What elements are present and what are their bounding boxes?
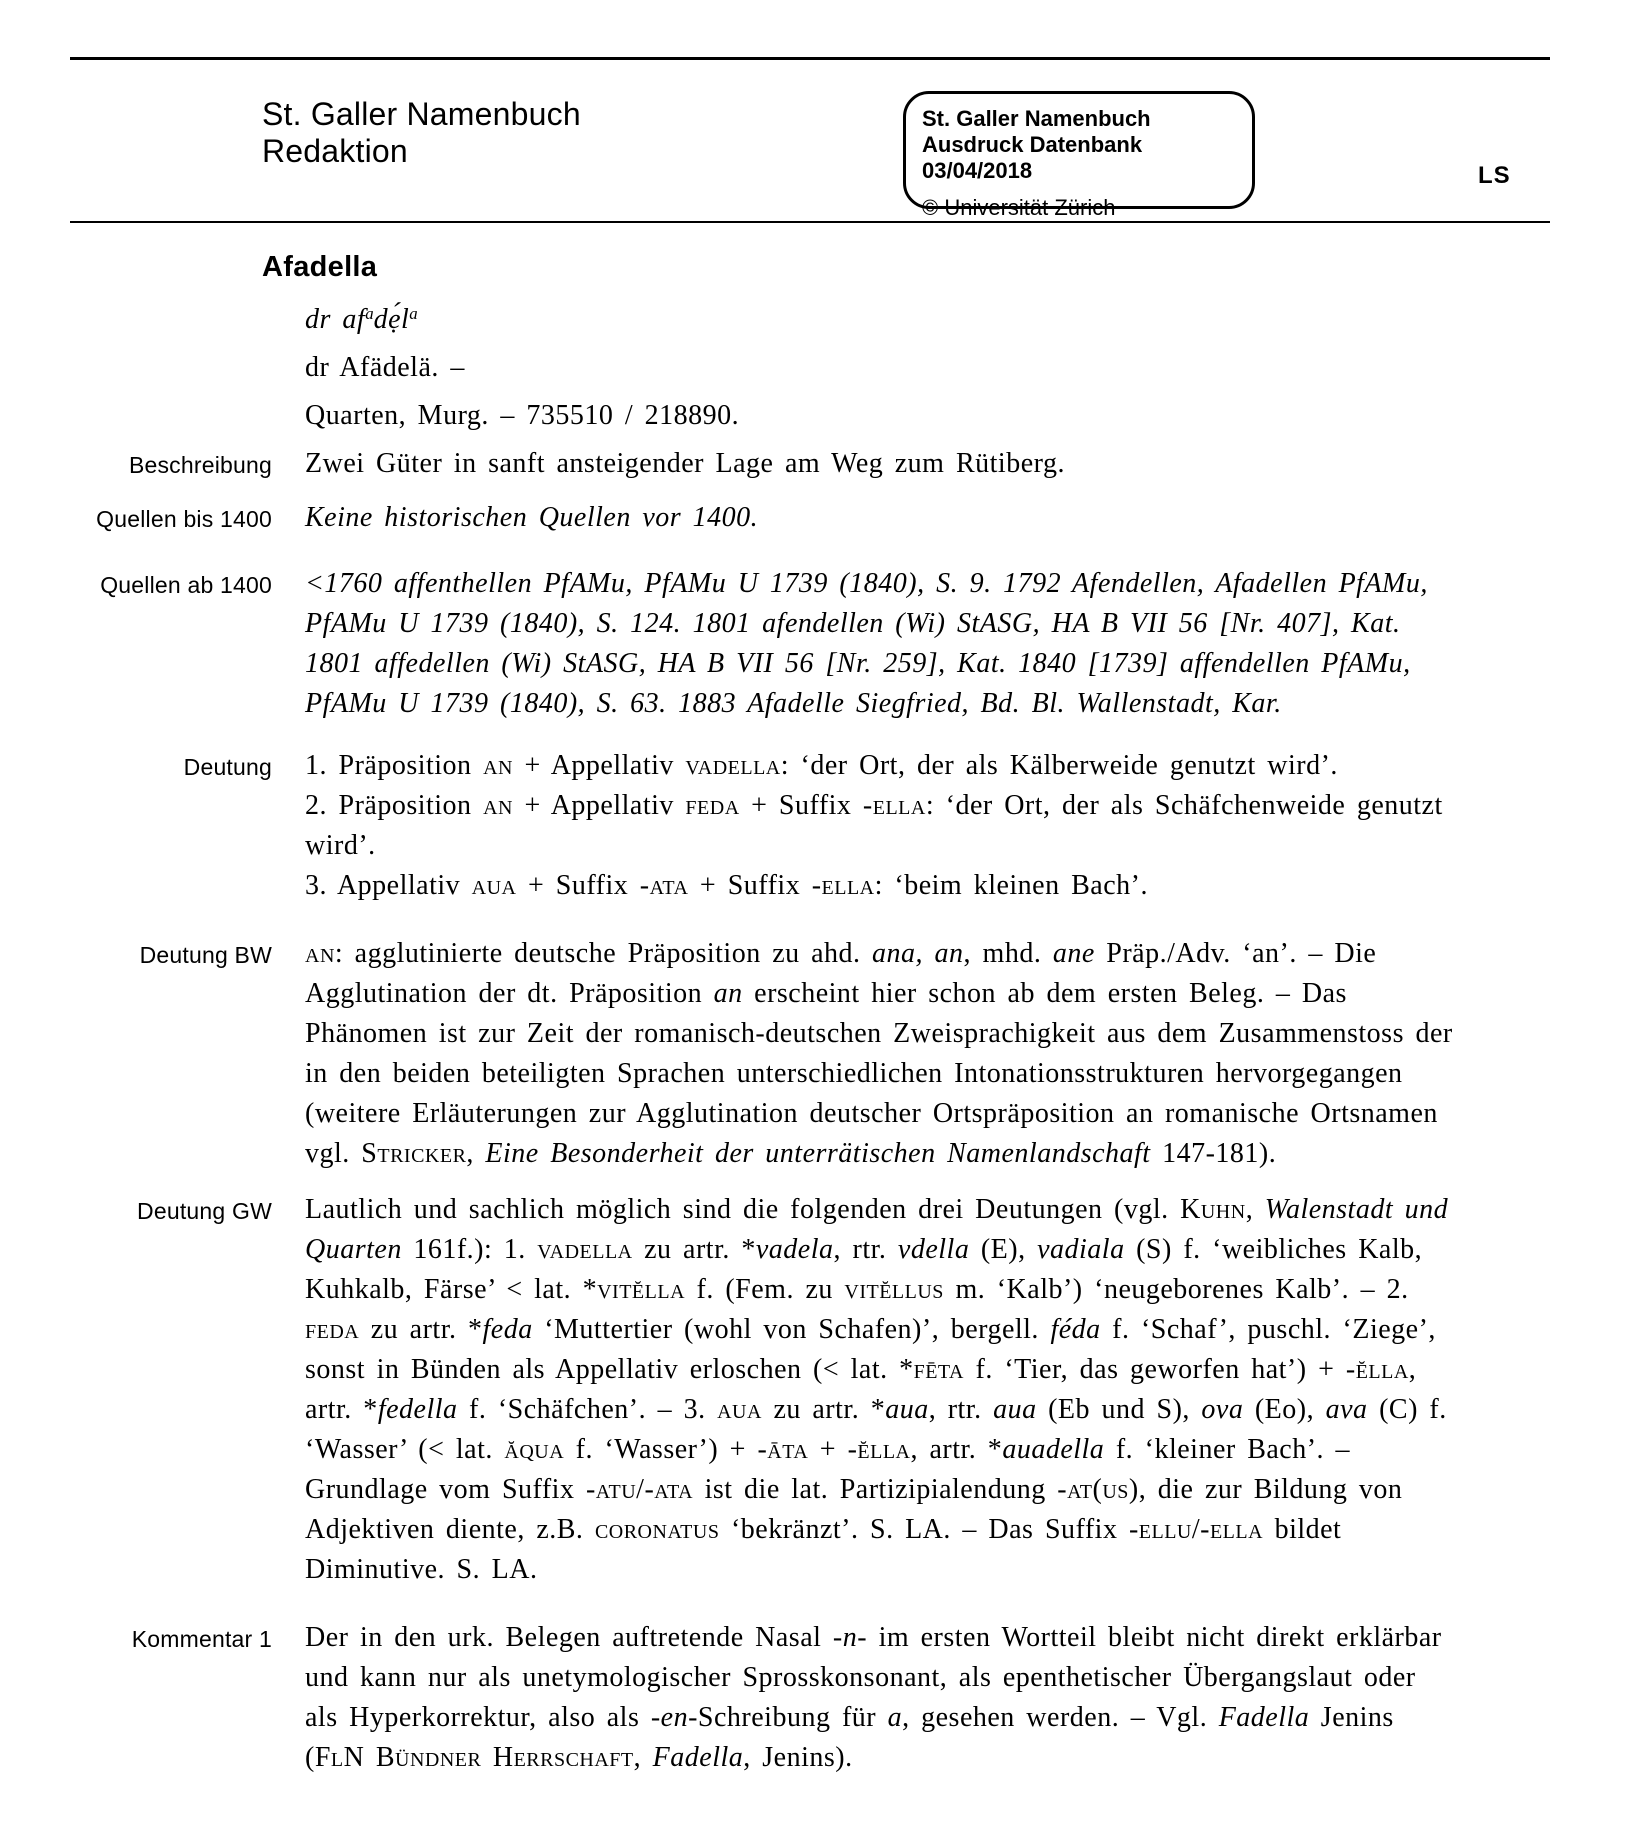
text-segment: an (305, 938, 335, 970)
text-segment: <1760 affenthellen PfAMu, PfAMu U 1739 (1840), S. 9. 1792 Afendellen, Afadellen PfAMu, PfAMu U 1739 (1840), S. 124. 1801 afendellen (Wi) StASG, HA B VII 56 [Nr. 407], Kat. 1801 affedellen (Wi) StASG, HA B VII 56 [Nr. 259], Kat. 1840 [1739] affendellen PfAMu, PfAMu U 1739 (1840), S. 63. 1883 Afadelle Siegfried, Bd. Bl. Wallenstadt, Kar. (305, 568, 1428, 720)
text-segment: , artr. * (910, 1434, 1003, 1466)
entry-lemma: Afadella (262, 251, 378, 283)
text-segment: , (633, 1742, 653, 1774)
text-segment: Der in den urk. Belegen auftretende Nasal - (305, 1622, 843, 1654)
text-segment: + Suffix - (688, 870, 822, 902)
text-segment: Jenins ( (305, 1702, 1394, 1774)
text-segment: coronatus (594, 1514, 720, 1546)
section-label: Deutung GW (137, 1198, 272, 1225)
text-segment: - im ersten Wortteil bleibt nicht direkt erklärbar und kann nur als unetymologischer Sprosskonsonant, als epenthetischer Übergangslaut oder als Hyperkorrektur, also als - (305, 1622, 1442, 1734)
text-segment: aua (993, 1394, 1037, 1426)
text-segment: vadella (537, 1234, 633, 1266)
text-segment: erscheint hier schon ab dem ersten Beleg. – Das Phänomen ist zur Zeit der romanisch-deutschen Zweisprachigkeit aus dem Zusammenstoss der in den beiden beteiligten Sprachen unterschiedlichen Intonationsstrukturen hervorgegangen (weitere Erläuterungen zur Agglutination deutscher Ortspräposition an romanische Ortsnamen vgl. (305, 978, 1453, 1170)
stamp-box (903, 91, 1255, 220)
section-deutung-bw (0, 934, 1652, 1174)
text-segment: aua (885, 1394, 929, 1426)
text-segment: f. ‘Schaf’, puschl. ‘Ziege’, sonst in Bünden als Appellativ erloschen (< lat. * (305, 1314, 1436, 1386)
text-segment: Stricker (361, 1138, 467, 1170)
section-deutung-gw (0, 1190, 1652, 1590)
text-segment: f. ‘Schäfchen’. – 3. (457, 1394, 718, 1426)
text-segment: vadella (685, 750, 781, 782)
text-segment: ellu (1138, 1514, 1192, 1546)
text-segment: an (713, 978, 743, 1010)
redaction-line2: Redaktion (262, 133, 408, 169)
text-segment: + Suffix - (516, 870, 650, 902)
text-segment: vadela (755, 1234, 834, 1266)
text-segment: ata (654, 1474, 694, 1506)
text-segment: Kuhn (1180, 1194, 1246, 1226)
text-segment: (Eo), (1243, 1394, 1326, 1426)
section-label: Deutung BW (139, 942, 272, 969)
text-segment: bildet Diminutive. S. LA. (305, 1514, 1342, 1586)
text-segment: vitĕlla (597, 1274, 686, 1306)
text-segment: Lautlich und sachlich möglich sind die folgenden drei Deutungen (vgl. (305, 1194, 1181, 1226)
text-segment: 147-181). (1150, 1138, 1277, 1170)
phonetic-line (305, 290, 1652, 344)
section-kommentar-1 (0, 1618, 1652, 1778)
text-segment: ĕlla (1355, 1354, 1409, 1386)
text-segment: (S) f. ‘weibliches Kalb, Kuhkalb, Färse’ < lat. * (305, 1234, 1423, 1306)
text-segment: ata (649, 870, 689, 902)
text-segment: āta (767, 1434, 809, 1466)
text-segment: Präp./Adv. ‘an’. – Die Agglutination der dt. Präposition (305, 938, 1377, 1010)
text-segment: 1. Präposition (305, 750, 484, 782)
text-segment: -Schreibung für (688, 1702, 888, 1734)
text-segment: : ‘der Ort, der als Schäfchenweide genutzt wird’. (305, 790, 1443, 862)
redaction-address (262, 96, 581, 170)
text-segment: auadella (1002, 1434, 1105, 1466)
top-rule (70, 57, 1550, 60)
text-segment: /- (1191, 1514, 1210, 1546)
text-segment: fedella (377, 1394, 458, 1426)
text-segment: 2. Präposition (305, 790, 484, 822)
stamp-printout-date: Ausdruck Datenbank 03/04/2018 (922, 132, 1143, 183)
text-segment: aua (717, 1394, 762, 1426)
section-content (305, 444, 1455, 484)
entry (0, 222, 1652, 1778)
paragraph (305, 564, 1455, 724)
stamp-copyright: © Universität Zürich (922, 195, 1116, 220)
text-segment: at(us) (1067, 1474, 1139, 1506)
text-segment: zu artr. * (359, 1314, 483, 1346)
text-segment: , die zur Bildung von Adjektiven diente, z.B. (305, 1474, 1403, 1546)
text-segment: , mhd. (963, 938, 1053, 970)
entry-sections (0, 444, 1652, 1778)
section-label: Quellen bis 1400 (96, 506, 272, 533)
text-segment: ava (1325, 1394, 1368, 1426)
text-segment: ana, an (872, 938, 964, 970)
text-segment: f. ‘Tier, das geworfen hat’) + - (964, 1354, 1356, 1386)
stamp-title: St. Galler Namenbuch (922, 106, 1151, 131)
text-segment: : ‘der Ort, der als Kälberweide genutzt wird’. (780, 750, 1338, 782)
text-segment: 161f.): 1. (401, 1234, 538, 1266)
text-segment: , (1245, 1194, 1265, 1226)
section-beschreibung (0, 444, 1652, 484)
text-segment: (Eb und S), (1036, 1394, 1202, 1426)
section-content (305, 746, 1455, 906)
text-segment: Fadella (652, 1742, 744, 1774)
paragraph (305, 746, 1455, 786)
text-segment: féda (1050, 1314, 1101, 1346)
text-segment: aua (471, 870, 517, 902)
text-segment: en (660, 1702, 689, 1734)
text-segment: an (483, 790, 513, 822)
section-quellen-bis-1400 (0, 498, 1652, 538)
section-content (305, 498, 1455, 538)
section-deutung (0, 746, 1652, 906)
text-segment: Eine Besonderheit der unterrätischen Namenlandschaft (485, 1138, 1151, 1170)
section-label: Quellen ab 1400 (100, 572, 272, 599)
section-content (305, 1618, 1455, 1778)
text-segment: ella (872, 790, 926, 822)
text-segment: Keine historischen Quellen vor 1400. (305, 502, 759, 534)
text-segment: ella (1209, 1514, 1264, 1546)
text-segment: , rtr. (833, 1234, 898, 1266)
text-segment: vitĕllus (844, 1274, 944, 1306)
text-segment: ăqua (504, 1434, 565, 1466)
dialect-line (305, 344, 1652, 392)
paragraph (305, 786, 1455, 866)
text-segment: zu artr. * (761, 1394, 886, 1426)
paragraph (305, 934, 1455, 1174)
text-segment: ‘bekränzt’. S. LA. – Das Suffix - (719, 1514, 1139, 1546)
paragraph (305, 498, 1455, 538)
text-segment: feda (482, 1314, 533, 1346)
text-segment: an (483, 750, 513, 782)
text-segment: fēta (913, 1354, 964, 1386)
text-segment: : ‘beim kleinen Bach’. (874, 870, 1148, 902)
text-segment: ĕlla (857, 1434, 911, 1466)
text-segment: dr af (305, 304, 366, 336)
section-content (305, 934, 1455, 1174)
text-segment: vdella (897, 1234, 970, 1266)
paragraph (305, 1618, 1455, 1778)
text-segment: + Suffix - (739, 790, 873, 822)
text-segment: feda (685, 790, 740, 822)
section-label: Kommentar 1 (131, 1626, 272, 1653)
text-segment: + Appellativ (512, 750, 686, 782)
text-segment: a (409, 304, 418, 323)
text-segment: atu (595, 1474, 637, 1506)
text-segment: + Appellativ (512, 790, 686, 822)
section-label: Deutung (183, 754, 272, 781)
text-segment: (C) f. ‘Wasser’ (< lat. (305, 1394, 1447, 1466)
text-segment: Walenstadt und Quarten (305, 1194, 1449, 1266)
text-segment: ‘Muttertier (wohl von Schafen)’, bergell. (532, 1314, 1051, 1346)
editor-initials: LS (1478, 162, 1511, 189)
text-segment: Quarten, Murg. – 735510 / 218890. (305, 400, 740, 432)
text-segment: , (466, 1138, 486, 1170)
text-segment: FlN Bündner Herrschaft (314, 1742, 634, 1774)
text-segment: zu artr. * (632, 1234, 756, 1266)
text-segment: + - (808, 1434, 858, 1466)
section-content (305, 564, 1455, 724)
section-content (305, 1190, 1455, 1590)
section-label: Beschreibung (128, 452, 272, 479)
text-segment: dr Afädelä. – (305, 352, 465, 384)
text-segment: , rtr. (928, 1394, 994, 1426)
redaction-line1: St. Galler Namenbuch (262, 96, 581, 132)
text-segment: a (365, 304, 374, 323)
text-segment: Zwei Güter in sanft ansteigender Lage am Weg zum Rütiberg. (305, 448, 1065, 480)
text-segment: m. ‘Kalb’) ‘neugeborenes Kalb’. – 2. (943, 1274, 1409, 1306)
text-segment: (E), (969, 1234, 1038, 1266)
entry-head (305, 290, 1652, 440)
text-segment: , artr. * (305, 1354, 1417, 1426)
text-segment: : agglutinierte deutsche Präposition zu ahd. (334, 938, 873, 970)
text-segment: f. ‘Wasser’) + - (564, 1434, 768, 1466)
text-segment: , gesehen werden. – Vgl. (902, 1702, 1219, 1734)
text-segment: f. (Fem. zu (685, 1274, 845, 1306)
text-segment: , Jenins). (743, 1742, 853, 1774)
text-segment: f. ‘kleiner Bach’. – Grundlage vom Suffix - (305, 1434, 1351, 1506)
text-segment: 3. Appellativ (305, 870, 472, 902)
text-segment: /- (636, 1474, 655, 1506)
text-segment: a (887, 1702, 903, 1734)
text-segment: vadiala (1037, 1234, 1125, 1266)
paragraph (305, 444, 1455, 484)
text-segment: ane (1052, 938, 1095, 970)
location-line (305, 392, 1652, 440)
paragraph (305, 866, 1455, 906)
text-segment: feda (305, 1314, 360, 1346)
paragraph (305, 1190, 1455, 1590)
text-segment: ist die lat. Partizipialendung - (693, 1474, 1068, 1506)
text-segment: dẹ́l (373, 304, 410, 336)
text-segment: Fadella (1218, 1702, 1310, 1734)
text-segment: ella (821, 870, 875, 902)
text-segment: ova (1201, 1394, 1244, 1426)
text-segment: n (842, 1622, 858, 1654)
section-quellen-ab-1400 (0, 564, 1652, 724)
